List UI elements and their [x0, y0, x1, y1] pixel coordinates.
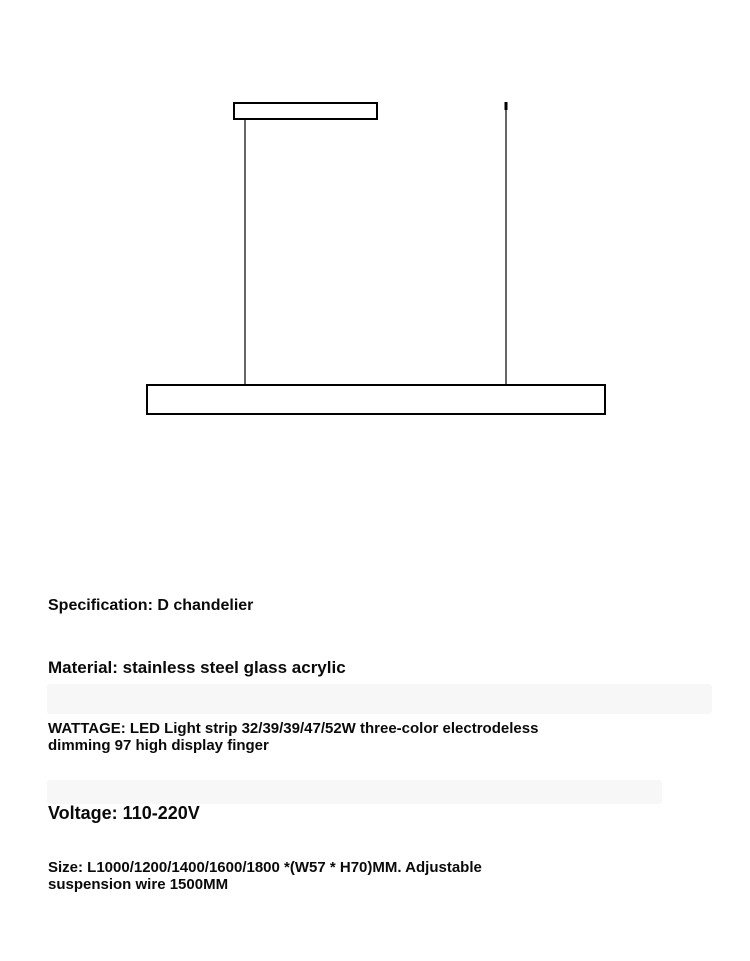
ghost-band	[47, 684, 712, 714]
spec-material: Material: stainless steel glass acrylic	[48, 658, 346, 677]
pendant-light-drawing	[0, 0, 750, 430]
ceiling-canopy	[234, 103, 377, 119]
spec-specification: Specification: D chandelier	[48, 597, 254, 614]
ghost-band	[47, 780, 662, 804]
light-bar-body	[147, 385, 605, 414]
spec-voltage: Voltage: 110-220V	[48, 803, 200, 823]
spec-wattage: WATTAGE: LED Light strip 32/39/39/47/52W three-color electrodeless dimming 97 high display finger	[48, 720, 539, 754]
spec-size: Size: L1000/1200/1400/1600/1800 *(W57 * H70)MM. Adjustable suspension wire 1500MM	[48, 859, 482, 893]
